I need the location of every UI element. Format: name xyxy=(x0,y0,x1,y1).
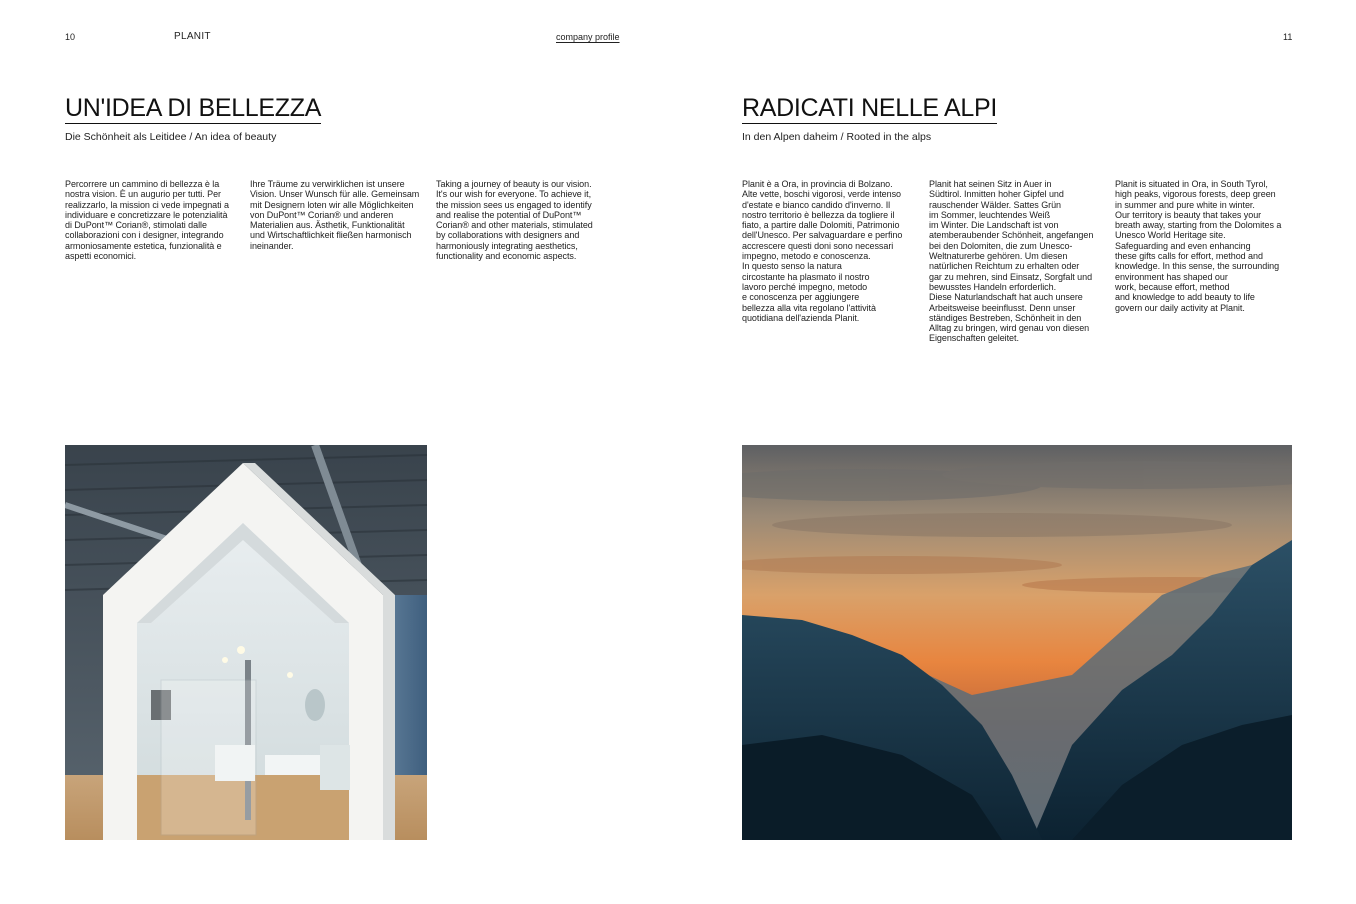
showroom-house-photo-icon xyxy=(65,445,427,840)
left-title-wrap xyxy=(65,95,321,124)
section-link[interactable]: company profile xyxy=(556,32,620,42)
right-column-german: Planit hat seinen Sitz in Auer in Südtirol. Inmitten hoher Gipfel und rauschender Wälder. Sattes Grün im Sommer, leuchtendes Weiß im Winter. Die Landschaft ist von atemberaubender Schönheit, angefangen bei den Dolomiten, die zum Unesco- Weltnaturerbe gehören. Um diesen natürlichen Reichtum zu erhalten oder gar zu mehren, sind Einsatz, Sorgfalt und bewusstes Handeln erforderlich. Diese Naturlandschaft hat auch unsere Arbeitsweise beeinflusst. Denn unser ständiges Bestreben, Schönheit in den Alltag zu bringen, wird genau von diesen Eigenschaften geleitet. xyxy=(929,179,1094,344)
alpine-sunset-photo-icon xyxy=(742,445,1292,840)
left-column-italian: Percorrere un cammino di bellezza è la nostra vision. È un augurio per tutti. Per realizzarlo, la mission ci vede impegnati a individuare e concretizzare le potenzialità di DuPont™ Corian®, stimolati dalle collaborazioni con i designer, integrando armoniosamente estetica, funzionalità e aspetti economici. xyxy=(65,179,229,262)
right-title-wrap xyxy=(742,95,997,124)
right-page-number: 11 xyxy=(1283,32,1293,42)
left-page-number: 10 xyxy=(65,32,76,42)
left-page-title: UN'IDEA DI BELLEZZA xyxy=(65,94,322,122)
right-page-subtitle: In den Alpen daheim / Rooted in the alps xyxy=(742,131,932,143)
right-page-title: RADICATI NELLE ALPI xyxy=(742,94,998,122)
left-column-german: Ihre Träume zu verwirklichen ist unsere Vision. Unser Wunsch für alle. Gemeinsam mit Designern loten wir alle Möglichkeiten von DuPont™ Corian® und anderen Materialien aus. Ästhetik, Funktionalität und Wirtschaftlichkeit fließen harmonisch ineinander. xyxy=(250,179,420,251)
right-column-italian: Planit è a Ora, in provincia di Bolzano. Alte vette, boschi vigorosi, verde intenso d'estate e bianco candido d'inverno. Il nostro territorio è bellezza da togliere il fiato, a partire dalle Dolomiti, Patrimonio dell'Unesco. Per salvaguardare e perfino accrescere questi doni sono necessari impegno, metodo e conoscenza. In questo senso la natura circostante ha plasmato il nostro lavoro perché impegno, metodo e conoscenza per aggiungere bellezza alla vita regolano l'attività quotidiana dell'azienda Planit. xyxy=(742,179,903,323)
left-column-english: Taking a journey of beauty is our vision. It's our wish for everyone. To achieve it, the mission sees us engaged to identify and realise the potential of DuPont™ Corian® and other materials, stimulated by collaborations with designers and harmoniously integrating aesthetics, functionality and economic aspects. xyxy=(436,179,593,262)
right-column-english: Planit is situated in Ora, in South Tyrol, high peaks, vigorous forests, deep green in summer and pure white in winter. Our territory is beauty that takes your breath away, starting from the Dolomites a Unesco World Heritage site. Safeguarding and even enhancing these gifts calls for effort, method and knowledge. In this sense, the surrounding environment has shaped our work, because effort, method and knowledge to add beauty to life govern our daily activity at Planit. xyxy=(1115,179,1282,313)
left-page-subtitle: Die Schönheit als Leitidee / An idea of beauty xyxy=(65,131,277,143)
brand-name: PLANIT xyxy=(174,31,211,42)
